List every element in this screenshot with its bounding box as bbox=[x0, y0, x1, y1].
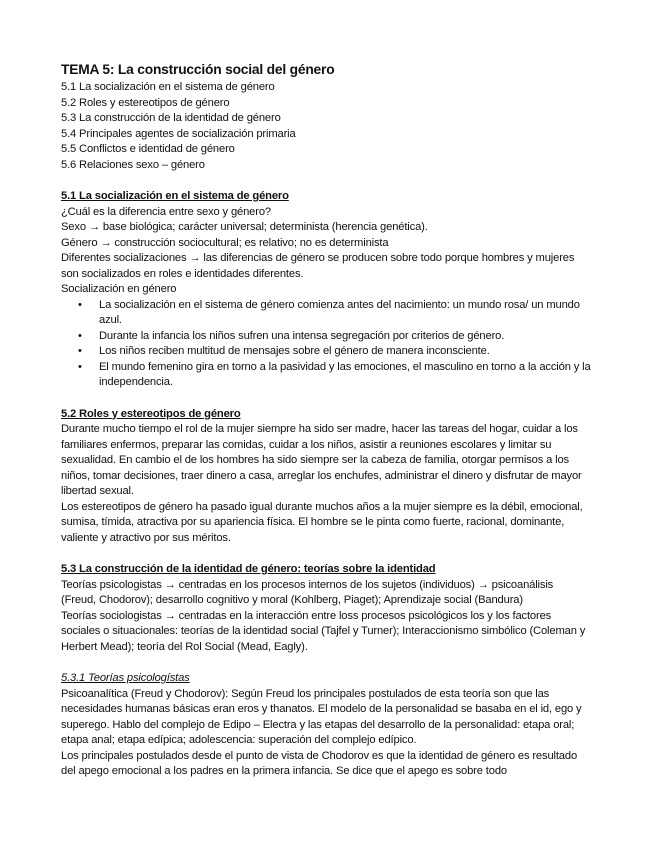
toc-item: 5.2 Roles y estereotipos de género bbox=[61, 96, 230, 109]
document-page bbox=[61, 60, 591, 780]
subsection-heading: 5.3.1 Teorías psicologístas bbox=[61, 672, 190, 684]
text-line: Socialización en género bbox=[61, 283, 177, 295]
section-5-2 bbox=[61, 407, 591, 547]
toc-item: 5.3 La construcción de la identidad de género bbox=[61, 112, 281, 124]
bullet-item: • Los niños reciben multitud de mensajes sobre el género de manera inconsciente. bbox=[99, 344, 591, 360]
paragraph: Los estereotipos de género ha pasado igual durante muchos años a la mujer siempre es la débil, emocional, sumisa, tímida, atractiva por su apariencia física. El hombre se le pinta como fuerte, racional, dominante, valiente y atractivo por sus méritos. bbox=[61, 500, 583, 544]
toc-item: 5.1 La socialización en el sistema de género bbox=[61, 81, 275, 93]
text-line: Sexo → base biológica; carácter universal; determinista (herencia genética). bbox=[61, 221, 428, 233]
section-heading: 5.1 La socialización en el sistema de género bbox=[61, 190, 289, 202]
section-heading: 5.3 La construcción de la identidad de género: teorías sobre la identidad bbox=[61, 563, 436, 575]
paragraph: Teorías psicologistas → centradas en los procesos internos de los sujetos (individuos) → psicoanálisis (Freud, Chodorov); desarrollo cognitivo y moral (Kohlberg, Piaget); Aprendizaje social (Bandura) bbox=[61, 578, 554, 606]
section-5-1 bbox=[61, 189, 591, 391]
paragraph: Psicoanalítica (Freud y Chodorov): Según Freud los principales postulados de esta teoría son que las necesidades humanas básicas eran eros y thanatos. El modelo de la personalidad se basaba en el id, ego y superego. Hablo del complejo de Edipo – Electra y las etapas del desarrollo de la personalidad: etapa oral; etapa anal; etapa edípica; adolescencia: superación del complejo edípico. bbox=[61, 687, 582, 746]
bullet-item: • La socialización en el sistema de género comienza antes del nacimiento: un mundo rosa/ un mundo azul. bbox=[99, 298, 591, 329]
text-line: Género → construcción sociocultural; es relativo; no es determinista bbox=[61, 236, 389, 249]
text-line: ¿Cuál es la diferencia entre sexo y género? bbox=[61, 205, 271, 218]
section-5-3-1 bbox=[61, 671, 591, 780]
text-line: Diferentes socializaciones → las diferencias de género se producen sobre todo porque hombres y mujeres son socializados en roles e identidades diferentes. bbox=[61, 252, 575, 280]
section-heading: 5.2 Roles y estereotipos de género bbox=[61, 407, 241, 420]
bullet-list bbox=[61, 298, 591, 391]
table-of-contents bbox=[61, 80, 591, 173]
toc-item: 5.6 Relaciones sexo – género bbox=[61, 158, 205, 171]
document-title: TEMA 5: La construcción social del género bbox=[61, 62, 335, 77]
paragraph: Los principales postulados desde el punto de vista de Chodorov es que la identidad de género es resultado del apego emocional a los padres en la primera infancia. Se dice que el apego es sobre todo bbox=[61, 749, 578, 777]
bullet-item: • El mundo femenino gira en torno a la pasividad y las emociones, el masculino en torno a la acción y la independencia. bbox=[99, 360, 591, 391]
section-5-3 bbox=[61, 562, 591, 655]
paragraph: Teorías sociologistas → centradas en la interacción entre loss procesos psicológicos los y los factores sociales o situacionales: teorías de la identidad social (Tajfel y Turner); Interaccionismo simbólico (Coleman y Herbert Mead); teoría del Rol Social (Mead, Eagly). bbox=[61, 609, 586, 653]
paragraph: Durante mucho tiempo el rol de la mujer siempre ha sido ser madre, hacer las tareas del hogar, cuidar a los familiares enfermos, preparar las comidas, cuidar a los niños, asistir a reuniones escolares y limitar su sexualidad. En cambio el de los hombres ha sido siempre ser la cabeza de familia, otorgar permisos a los niños, tomar decisiones, traer dinero a casa, arreglar los enchufes, administrar el dinero y disfrutar de mayor libertad sexual. bbox=[61, 423, 582, 497]
toc-item: 5.5 Conflictos e identidad de género bbox=[61, 143, 235, 155]
toc-item: 5.4 Principales agentes de socialización primaria bbox=[61, 127, 296, 140]
bullet-item: • Durante la infancia los niños sufren una intensa segregación por criterios de género. bbox=[99, 329, 591, 345]
